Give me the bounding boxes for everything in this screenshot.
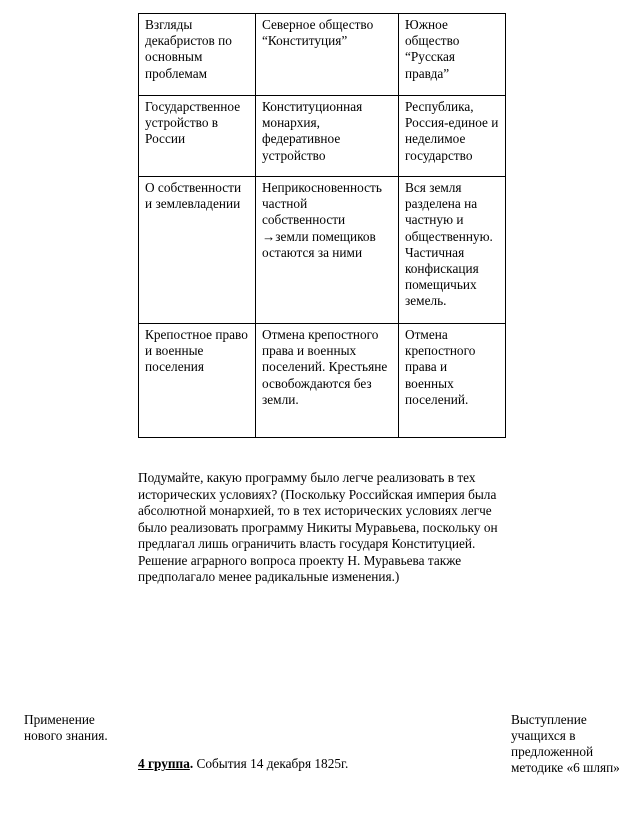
table-cell: Отмена крепостного права и военных поселений. (399, 324, 506, 438)
group-label: 4 группа (138, 756, 190, 771)
table-row (139, 177, 506, 324)
method-note-line: методике «6 шляп» (511, 760, 620, 775)
table-cell: Крепостное право и военные поселения (139, 324, 256, 438)
discussion-paragraph: Подумайте, какую программу было легче реализовать в тех исторических условиях? (Поскольку Российская империя была абсолютной монархией, то в тех исторических условиях легче было реализовать программу Никиты Муравьева, поскольку он предлагал лишь ограничить власть государя Конституцией. Решение аграрного вопроса проекту Н. Муравьева также предполагало менее радикальные изменения.) (138, 470, 498, 584)
lesson-stage-note (24, 712, 134, 744)
lesson-stage-line: нового знания. (24, 728, 108, 743)
method-note (511, 712, 629, 776)
lesson-stage-line: Применение (24, 712, 95, 727)
table-cell: Неприкосновенность частной собственности →земли помещиков остаются за ними (256, 177, 399, 324)
table-cell: Южное общество “Русская правда” (399, 14, 506, 96)
table-row (139, 324, 506, 438)
table-cell: Северное общество “Конституция” (256, 14, 399, 96)
decembrist-comparison-table (138, 13, 506, 438)
group-task (138, 756, 498, 772)
table-cell: О собственности и землевладении (139, 177, 256, 324)
table-cell: Конституционная монархия, федеративное устройство (256, 96, 399, 177)
table-cell: Вся земля разделена на частную и общественную. Частичная конфискация помещичьих земель. (399, 177, 506, 324)
table-row (139, 96, 506, 177)
table-cell: Государственное устройство в России (139, 96, 256, 177)
table-cell: Взгляды декабристов по основным проблемам (139, 14, 256, 96)
group-task-text: События 14 декабря 1825г. (193, 756, 349, 771)
method-note-line: учащихся в (511, 728, 576, 743)
table-cell: Республика, Россия-единое и неделимое государство (399, 96, 506, 177)
table-cell: Отмена крепостного права и военных поселений. Крестьяне освобождаются без земли. (256, 324, 399, 438)
method-note-line: предложенной (511, 744, 594, 759)
group-label-period: . (189, 756, 194, 771)
method-note-line: Выступление (511, 712, 587, 727)
table-row (139, 14, 506, 96)
